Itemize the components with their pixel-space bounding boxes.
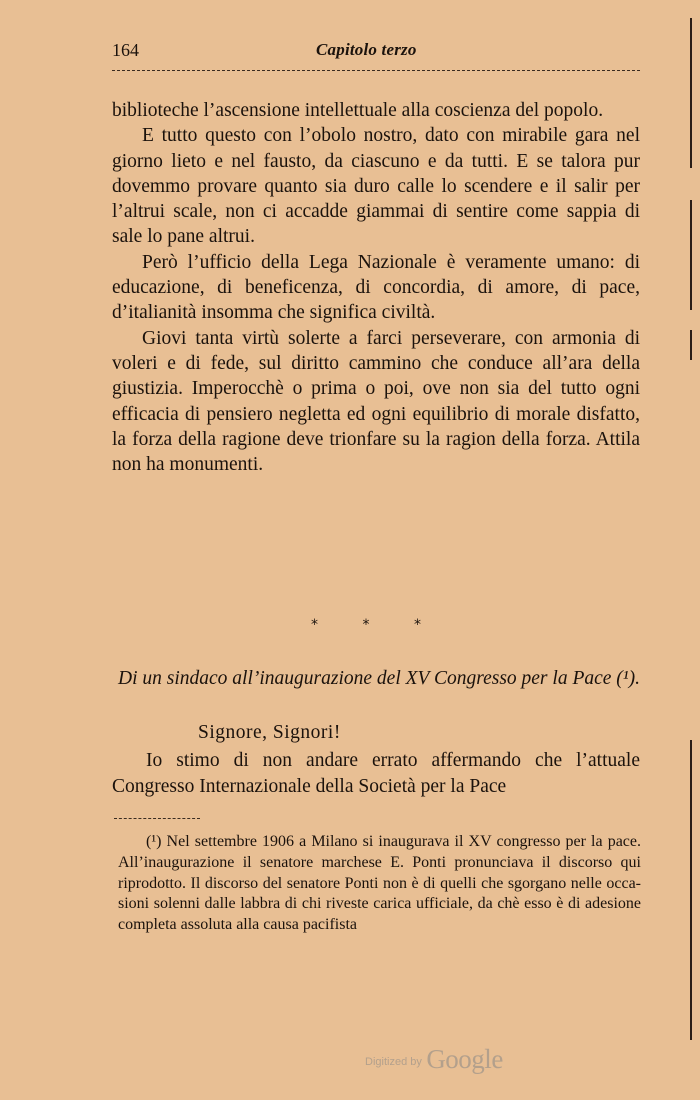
page-edge-line (690, 740, 692, 1040)
header-rule (112, 70, 640, 71)
paragraph: Giovi tanta virtù solerte a farci perseverare, con armonia di voleri e di fede, sul diritto cammino che conduce all’ara della giustizia. Imperocchè o prima o poi, ove non sia del tutto ogni efficacia di pensiero negletta ed ogni equilibrio di morale disfatto, la forza della ragione deve trionfare su la ragion della forza. Attila non ha monumenti. (112, 327, 640, 476)
section-separator: * * * (311, 617, 441, 633)
page-edge-line (690, 330, 692, 360)
page-edge-line (690, 200, 692, 310)
paragraph: biblioteche l’ascensione intellettuale alla coscienza del popolo. (112, 100, 604, 121)
section-title: Di un sindaco all’inaugurazione del XV Congresso per la Pace (¹). (118, 668, 640, 689)
watermark-prefix: Digitized by (365, 1056, 422, 1068)
watermark-brand: Google (426, 1044, 503, 1074)
salutation: Signore, Signori! (198, 722, 341, 743)
footnote: (¹) Nel settembre 1906 a Milano si inaugurava il XV congresso per la pace. All’inaugurazione il senatore marchese E. Ponti pronunciava il discorso qui riprodotto. Il discorso del senatore Ponti non è di quelli che sgorgano nelle occasioni solenni dalle labbra di chi riveste carica ufficiale, da chè esso è di adesione completa assoluta alla causa pacifista (118, 833, 641, 934)
body-text (112, 98, 640, 477)
page-edge-line (690, 18, 692, 168)
running-head: Capitolo terzo (316, 40, 417, 59)
page-header (112, 40, 640, 76)
page-number: 164 (112, 40, 139, 60)
paragraph: E tutto questo con l’obolo nostro, dato con mirabile gara nel giorno lieto e nel fausto, da ciascuno e da tutti. E se talora pur dovemmo provare quanto sia duro calle lo scendere e il salir per l’altrui scale, non ci accadde giammai di sentire come sappia di sale lo pane altrui. (112, 125, 640, 248)
speech-text: Io stimo di non andare errato affermando che l’attuale Congresso Internazionale della Società per la Pace (112, 750, 640, 797)
digitized-watermark (365, 1044, 503, 1075)
paragraph: Però l’ufficio della Lega Nazionale è veramente umano: di educazione, di beneficenza, di concordia, di amore, di pace, d’italianità insomma che significa civiltà. (112, 251, 640, 324)
footnote-rule (114, 818, 200, 819)
